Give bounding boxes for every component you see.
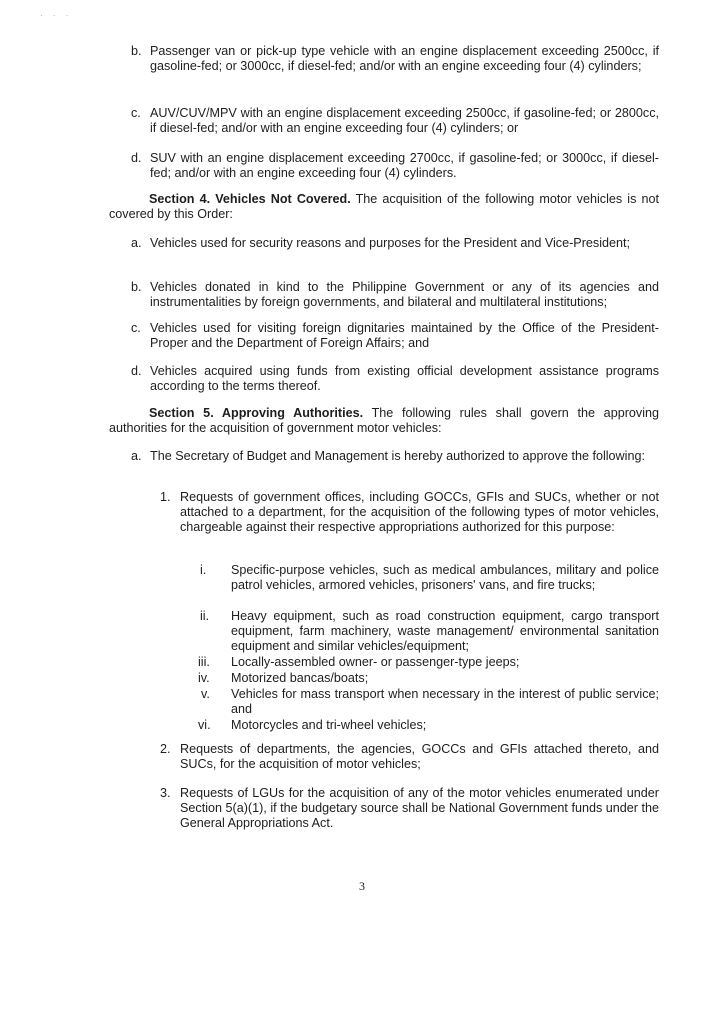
list-item-text: AUV/CUV/MPV with an engine displacement exceeding 2500cc, if gasoline-fed; or 2800cc, if diesel-fed; and/or with an engine exceeding four (4) cylinders; or — [150, 106, 659, 136]
section-heading: Section 4. Vehicles Not Covered. — [149, 192, 351, 206]
list-item-text: SUV with an engine displacement exceeding 2700cc, if gasoline-fed; or 3000cc, if diesel-fed; and/or with an engine exceeding four (4) cylinders. — [150, 151, 659, 181]
list-marker: 3. — [160, 786, 171, 800]
list-marker: ii. — [200, 609, 210, 623]
list-marker: b. — [131, 280, 142, 294]
roman-item — [200, 563, 659, 593]
list-item-text: Vehicles donated in kind to the Philippine Government or any of its agencies and instrumentalities by foreign governments, and bilateral and multilateral institutions; — [150, 280, 659, 310]
list-item — [131, 364, 659, 394]
page-number: 3 — [359, 879, 365, 893]
list-item — [131, 236, 659, 251]
section-4-paragraph — [109, 192, 659, 222]
list-marker: c. — [131, 321, 141, 335]
section-heading: Section 5. Approving Authorities. — [149, 406, 364, 420]
list-item — [131, 321, 659, 351]
list-item-text: Motorized bancas/boats; — [231, 671, 369, 685]
list-item — [131, 106, 659, 136]
numbered-item — [160, 490, 659, 536]
roman-item — [201, 687, 659, 717]
section-intro: The acquisition of the following motor vehicles is not covered by this Order: — [109, 192, 659, 222]
list-item-text: Vehicles used for security reasons and purposes for the President and Vice-President; — [150, 236, 631, 250]
list-marker: b. — [131, 44, 142, 58]
list-marker: iv. — [198, 671, 210, 685]
list-marker: d. — [131, 364, 142, 378]
list-marker: iii. — [198, 655, 210, 669]
list-item-text: Requests of government offices, including GOCCs, GFIs and SUCs, whether or not attached to a department, for the acquisition of the following types of motor vehicles, chargeable against their respective appropriations authorized for this purpose: — [180, 490, 659, 535]
list-marker: a. — [131, 449, 142, 463]
roman-item — [200, 609, 659, 655]
list-item-text: Locally-assembled owner- or passenger-type jeeps; — [231, 655, 520, 669]
scan-specks: · · · — [40, 11, 73, 20]
roman-item — [198, 655, 659, 670]
list-item-text: Vehicles used for visiting foreign dignitaries maintained by the Office of the President-Proper and the Department of Foreign Affairs; and — [150, 321, 659, 351]
section-5-paragraph — [109, 406, 659, 436]
list-marker: 2. — [160, 742, 171, 756]
list-marker: vi. — [198, 718, 211, 732]
list-item-text: Requests of LGUs for the acquisition of any of the motor vehicles enumerated under Section 5(a)(1), if the budgetary source shall be National Government funds under the General Appropriations Act. — [180, 786, 659, 831]
list-marker: i. — [200, 563, 207, 577]
list-marker: d. — [131, 151, 142, 165]
list-item-text: Requests of departments, the agencies, GOCCs and GFIs attached thereto, and SUCs, for the acquisition of motor vehicles; — [180, 742, 659, 772]
list-item-text: Vehicles acquired using funds from existing official development assistance programs according to the terms thereof. — [150, 364, 659, 394]
list-item — [131, 280, 659, 310]
list-item — [131, 44, 659, 74]
list-item-text: Specific-purpose vehicles, such as medical ambulances, military and police patrol vehicles, armored vehicles, prisoners' vans, and fire trucks; — [231, 563, 659, 593]
numbered-item — [160, 742, 659, 772]
roman-item — [198, 718, 659, 733]
list-marker: v. — [201, 687, 210, 701]
list-item-text: Vehicles for mass transport when necessary in the interest of public service; and — [231, 687, 659, 717]
list-marker: c. — [131, 106, 141, 120]
roman-item — [198, 671, 659, 686]
list-item-text: The Secretary of Budget and Management is hereby authorized to approve the following: — [150, 449, 645, 463]
list-marker: 1. — [160, 490, 171, 504]
section-intro: The following rules shall govern the approving authorities for the acquisition of government motor vehicles: — [109, 406, 659, 436]
list-item-text: Passenger van or pick-up type vehicle with an engine displacement exceeding 2500cc, if gasoline-fed; or 3000cc, if diesel-fed; and/or with an engine exceeding four (4) cylinders; — [150, 44, 659, 74]
list-item — [131, 449, 659, 464]
list-item-text: Heavy equipment, such as road construction equipment, cargo transport equipment, farm machinery, waste management/ environmental sanitation equipment and similar vehicles/equipment; — [231, 609, 659, 654]
list-marker: a. — [131, 236, 142, 250]
list-item — [131, 151, 659, 181]
list-item-text: Motorcycles and tri-wheel vehicles; — [231, 718, 427, 732]
numbered-item — [160, 786, 659, 832]
